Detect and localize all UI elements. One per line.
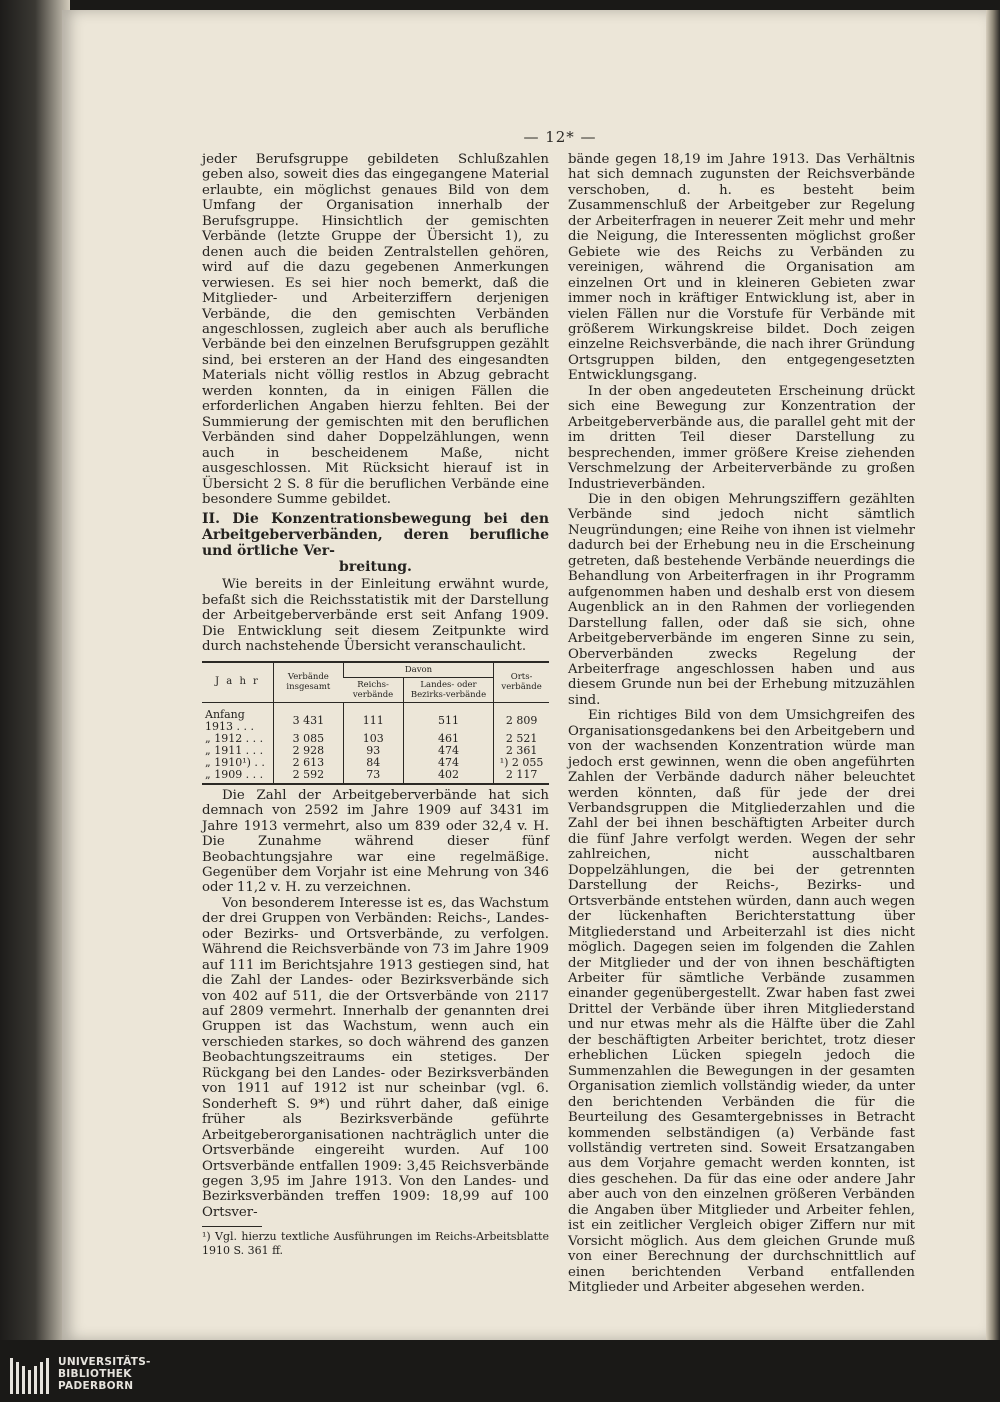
cell-year: „ 1912 . . . xyxy=(205,731,264,745)
logo-line: BIBLIOTHEK xyxy=(58,1368,132,1380)
table-row xyxy=(202,757,549,769)
section-heading-cont: breitung. xyxy=(339,559,412,576)
footnote: ¹) Vgl. hierzu textliche Ausführungen im Reichs-Arbeitsblatte 1910 S. 361 ff. xyxy=(202,1230,549,1258)
paragraph: In der oben angedeuteten Erscheinung drückt sich eine Bewegung zur Konzentration der Arbeitgeberverbände aus, die parallel geht mit der im dritten Teil dieser Darstellung zu besprechenden, immer größere Kreise ziehenden Verschmelzung der Arbeiterverbände zu großen Industrieverbänden. xyxy=(568,383,915,492)
paragraph: Die in den obigen Mehrungsziffern gezählten Verbände sind jedoch nicht sämtlich Neugründungen; eine Reihe von ihnen ist vielmehr dadurch bei der Erhebung neu in die Erscheinung getreten, daß bestehende Verbände neuerdings die Behandlung von Arbeiterfragen in ihr Programm aufgenommen haben und deshalb erst von diesem Augenblick an in den Rahmen der vorliegenden Darstellung fallen, oder daß sie sich, ohne Arbeitgeberverbände im engeren Sinne zu sein, Oberverbänden zwecks Regelung der Arbeiterfrage angeschlossen haben und aus diesem Grunde nun bei der Erhebung mitzuzählen sind. xyxy=(568,491,915,708)
table-row xyxy=(202,702,549,733)
logo-line: UNIVERSITÄTS- xyxy=(58,1356,151,1368)
table-row xyxy=(202,733,549,745)
table-header-orts: Orts-verbände xyxy=(494,662,549,703)
cell-orts: 2 117 xyxy=(494,769,549,784)
cell-total: 2 592 xyxy=(273,769,343,784)
table-header-total: Verbände insgesamt xyxy=(273,662,343,703)
cell-landes: 511 xyxy=(403,702,493,733)
table-header-landes: Landes- oder Bezirks-verbände xyxy=(403,677,493,702)
section-heading xyxy=(202,511,549,575)
cell-reich: 111 xyxy=(343,702,403,733)
cell-year: „ 1911 . . . xyxy=(205,743,264,757)
right-page-edge xyxy=(986,10,1000,1340)
cell-year: Anfang 1913 . . . xyxy=(205,707,254,733)
left-column xyxy=(202,152,549,1258)
cell-landes: 402 xyxy=(403,769,493,784)
paragraph: Von besonderem Interesse ist es, das Wachstum der drei Gruppen von Verbänden: Reichs-, Landes- oder Bezirks- und Ortsverbände, zu verfolgen. Während die Reichsverbände von 73 im Jahre 1909 auf 111 im Berichtsjahre 1913 gestiegen sind, hat die Zahl der Landes- oder Bezirksverbände sich von 402 auf 511, die der Ortsverbände von 2117 auf 2809 vermehrt. Innerhalb der genannten drei Gruppen ist das Wachstum, wenn auch ein verschieden starkes, so doch während des ganzen Beobachtungszeitraums ein stetiges. Der Rückgang bei den Landes- oder Bezirksverbänden von 1911 auf 1912 ist nur scheinbar (vgl. 6. Sonderheft S. 9*) und rührt daher, daß einige früher als Bezirksverbände geführte Arbeitgeberorganisationen nachträglich unter die Ortsverbände eingereiht wurden. Auf 100 Ortsverbände entfallen 1909: 3,45 Reichsverbände gegen 3,95 im Jahre 1913. Von den Landes- und Bezirksverbänden treffen 1909: 18,99 auf 100 Ortsver- xyxy=(202,895,549,1220)
cell-year: „ 1910¹) . . xyxy=(205,755,265,769)
cell-reich: 93 xyxy=(343,745,403,757)
table-row xyxy=(202,745,549,757)
cell-total: 2 613 xyxy=(273,757,343,769)
cell-orts: 2 521 xyxy=(494,733,549,745)
table-header-reich: Reichs-verbände xyxy=(343,677,403,702)
cell-orts: 2 809 xyxy=(494,702,549,733)
cell-orts: 2 361 xyxy=(494,745,549,757)
paragraph: bände gegen 18,19 im Jahre 1913. Das Verhältnis hat sich demnach zugunsten der Reichsverbände verschoben, d. h. es besteht beim Zusammenschluß der Arbeitgeber zur Regelung der Arbeiterfragen in neuerer Zeit mehr und mehr die Neigung, die Interessenten möglichst großer Gebiete wie des Reichs zu Verbänden zu vereinigen, während die Organisation am einzelnen Ort und in kleineren Gebieten zwar immer noch in kräftiger Entwicklung ist, aber in vielen Fällen nur die Vorstufe für Verbände mit größerem Wirkungskreise bildet. Doch zeigen einzelne Reichsverbände, die nach ihrer Gründung Ortsgruppen bilden, den entgegengesetzten Entwicklungsgang. xyxy=(568,152,915,384)
paragraph: Die Zahl der Arbeitgeberverbände hat sich demnach von 2592 im Jahre 1909 auf 3431 im Jahre 1913 vermehrt, also um 839 oder 32,4 v. H. Die Zunahme während dieser fünf Beobachtungsjahre war eine regelmäßige. Gegenüber dem Vorjahr ist eine Mehrung von 346 oder 11,2 v. H. zu verzeichnen. xyxy=(202,787,549,896)
library-logo xyxy=(10,1356,150,1396)
cell-total: 3 431 xyxy=(273,702,343,733)
footnote-divider xyxy=(202,1226,262,1227)
cell-total: 3 085 xyxy=(273,733,343,745)
cell-total: 2 928 xyxy=(273,745,343,757)
library-logo-text xyxy=(58,1356,151,1392)
cell-landes: 461 xyxy=(403,733,493,745)
cell-landes: 474 xyxy=(403,745,493,757)
table-header-year: J a h r xyxy=(202,662,273,703)
table-row xyxy=(202,769,549,784)
section-heading-main: II. Die Konzentrationsbewegung bei den Arbeitgeberverbänden, deren berufliche und örtliche Ver- xyxy=(202,511,549,560)
cell-reich: 103 xyxy=(343,733,403,745)
cell-landes: 474 xyxy=(403,757,493,769)
table-header-davon: Davon xyxy=(343,662,493,678)
left-page-edge xyxy=(0,0,70,1340)
paragraph: jeder Berufsgruppe gebildeten Schlußzahlen geben also, soweit dies das eingegangene Material erlaubte, ein möglichst genaues Bild von dem Umfang der Organisation innerhalb der Berufsgruppe. Hinsichtlich der gemischten Verbände (letzte Gruppe der Übersicht 1), zu denen auch die beiden Zentralstellen gehören, wird auf die dazu gegebenen Anmerkungen verwiesen. Es sei hier noch bemerkt, daß die Mitglieder- und Arbeiterziffern derjenigen Verbände, die den gemischten Verbänden angeschlossen, zugleich aber auch als berufliche Verbände bei den einzelnen Berufsgruppen gezählt sind, bei ersteren an der Hand des eingesandten Materials nicht völlig restlos in Abzug gebracht werden konnten, da in einigen Fällen die erforderlichen Angaben hierzu fehlten. Bei der Summierung der gemischten mit den beruflichen Verbänden sind daher Doppelzählungen, wenn auch in bescheidenem Maße, nicht ausgeschlossen. Mit Rücksicht hierauf ist in Übersicht 2 S. 8 für die beruflichen Verbände eine besondere Summe gebildet. xyxy=(202,152,549,507)
paragraph: Ein richtiges Bild von dem Umsichgreifen des Organisationsgedankens bei den Arbeitgebern und von der wachsenden Konzentration würde man jedoch erst gewinnen, wenn die oben angeführten Zahlen der Verbände dadurch näher beleuchtet werden könnten, daß für jede der drei Verbandsgruppen die Mitgliederzahlen und die Zahl der bei ihnen beschäftigten Arbeiter durch die fünf Jahre verfolgt werden. Wegen der sehr zahlreichen, nicht ausschaltbaren Doppelzählungen, die bei der getrennten Darstellung der Reichs-, Bezirks- und Ortsverbände entstehen würden, dann auch wegen der lückenhaften Berichterstattung über Mitgliederstand und Arbeiterzahl ist dies nicht möglich. Dagegen seien im folgenden die Zahlen der Mitglieder und der von ihnen beschäftigten Arbeiter für sämtliche Verbände zusammen einander gegenübergestellt. Zwar haben fast zwei Drittel der Verbände über ihren Mitgliederstand und nur etwas mehr als die Hälfte über die Zahl der beschäftigten Arbeiter berichtet, trotz dieser erheblichen Lücken spiegeln jedoch die Summenzahlen die Bewegungen in der gesamten Organisation ziemlich vollständig wieder, da unter den berichtenden Verbänden die für die Beurteilung des Gesamtergebnisses in Betracht kommenden selbständigen (a) Verbände fast vollständig vertreten sind. Soweit Ersatzangaben aus dem Vorjahre gemacht werden konnten, ist dies geschehen. Da für das eine oder andere Jahr aber auch von den einzelnen größeren Verbänden die Angaben über Mitglieder und Arbeiter fehlen, ist ein zeitlicher Vergleich obiger Ziffern nur mit Vorsicht möglich. Aus dem gleichen Grunde muß von einer Berechnung der durchschnittlich auf einen berichtenden Verband entfallenden Mitglieder und Arbeiter abgesehen werden. xyxy=(568,708,915,1296)
page-number: — 12* — xyxy=(523,128,597,146)
paragraph: Wie bereits in der Einleitung erwähnt wurde, befaßt sich die Reichsstatistik mit der Darstellung der Arbeitgeberverbände erst seit Anfang 1909. Die Entwicklung seit diesem Zeitpunkte wird durch nachstehende Übersicht veranschaulicht. xyxy=(202,577,549,655)
cell-reich: 84 xyxy=(343,757,403,769)
cell-year: „ 1909 . . . xyxy=(205,767,264,781)
logo-line: PADERBORN xyxy=(58,1380,134,1392)
cell-orts: ¹) 2 055 xyxy=(494,757,549,769)
cell-reich: 73 xyxy=(343,769,403,784)
right-column xyxy=(568,152,915,1296)
library-logo-icon xyxy=(10,1358,52,1394)
statistics-table xyxy=(202,661,549,785)
